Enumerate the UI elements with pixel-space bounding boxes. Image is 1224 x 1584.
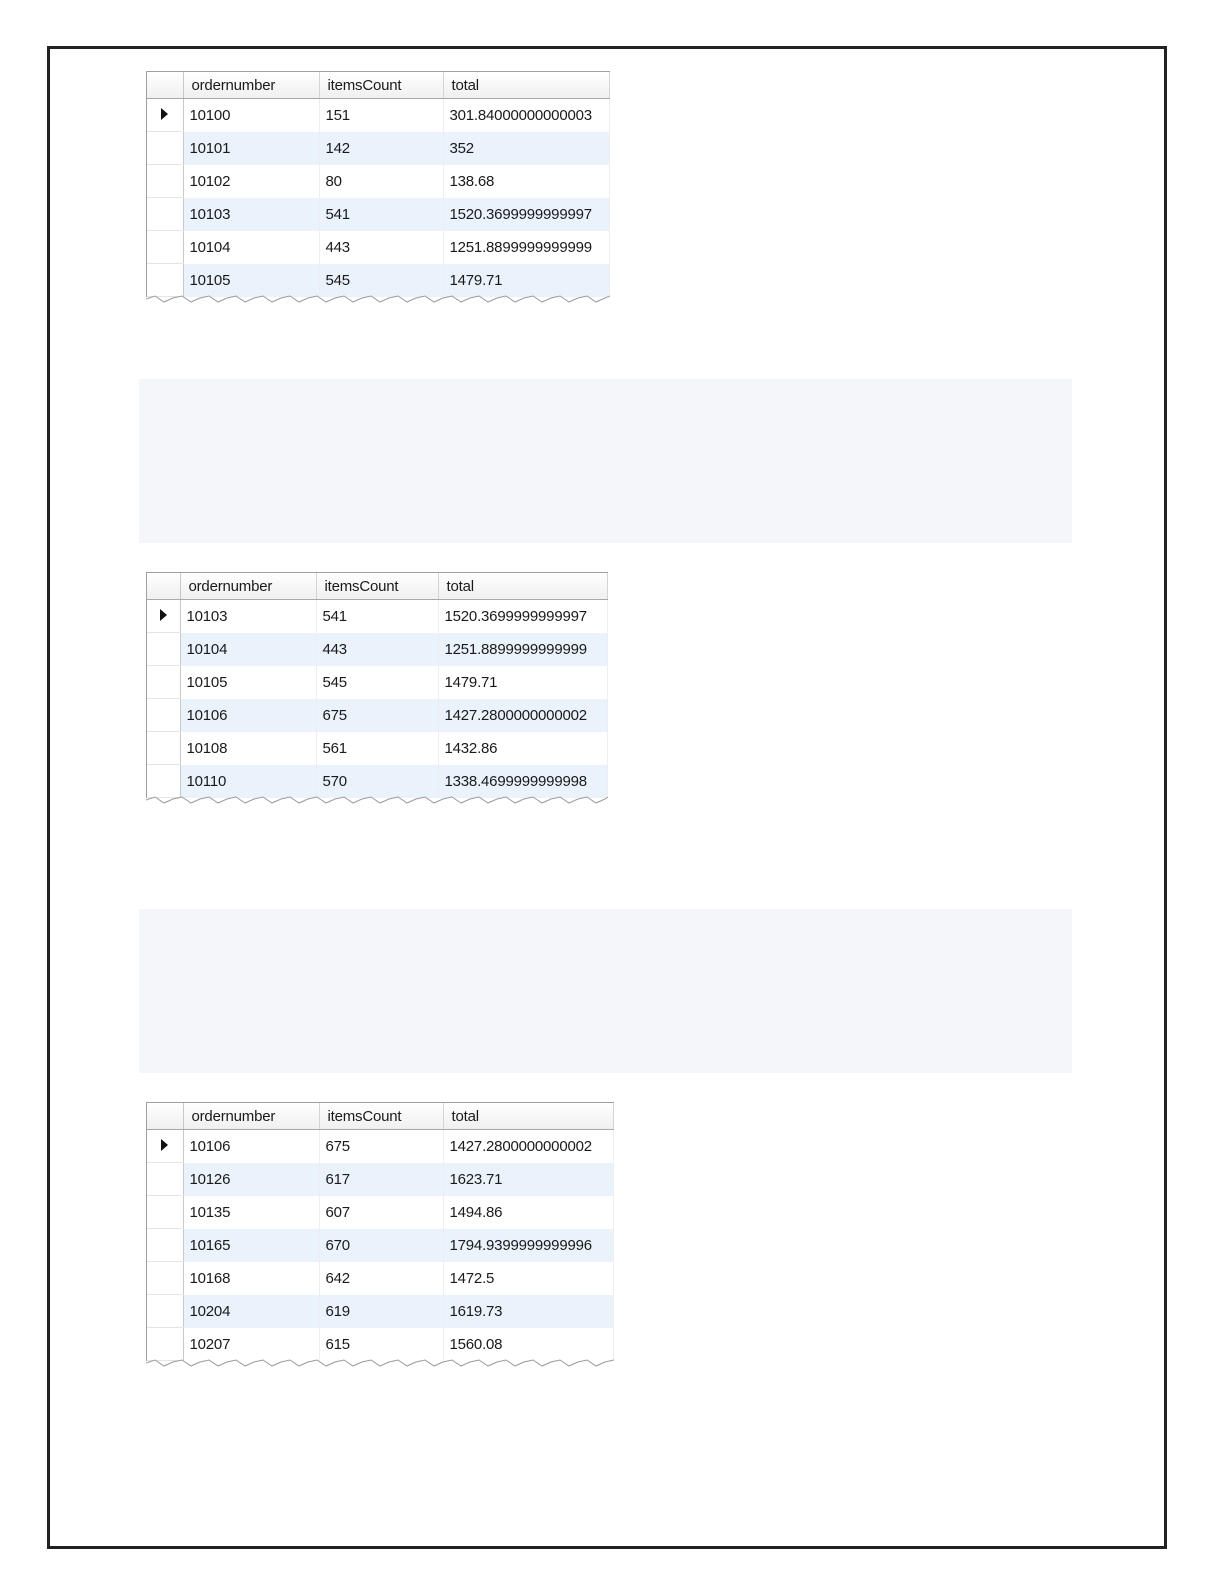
row-selector[interactable] [147,666,180,699]
row-selector[interactable] [147,165,183,198]
cell-itemscount[interactable]: 443 [316,633,438,666]
header-row [147,573,607,600]
table-row[interactable] [147,732,607,765]
table-row[interactable] [147,99,609,132]
torn-edge [146,1359,614,1373]
cell-total[interactable]: 1794.9399999999996 [443,1229,613,1262]
table-row[interactable] [147,1130,613,1163]
cell-ordernumber[interactable]: 10168 [183,1262,319,1295]
cell-ordernumber[interactable]: 10102 [183,165,319,198]
result-grid-2 [146,572,608,798]
cell-ordernumber[interactable]: 10110 [180,765,316,798]
cell-itemscount[interactable]: 570 [316,765,438,798]
column-header-total[interactable]: total [443,72,609,99]
cell-itemscount[interactable]: 541 [316,600,438,633]
table-row[interactable] [147,1295,613,1328]
cell-ordernumber[interactable]: 10108 [180,732,316,765]
cell-ordernumber[interactable]: 10165 [183,1229,319,1262]
row-selector[interactable] [147,198,183,231]
cell-total[interactable]: 1338.4699999999998 [438,765,607,798]
row-selector[interactable] [147,699,180,732]
code-block-placeholder-1 [139,379,1072,543]
cell-total[interactable]: 352 [443,132,609,165]
table-row[interactable] [147,198,609,231]
row-selector[interactable] [147,132,183,165]
table-row[interactable] [147,699,607,732]
table-row[interactable] [147,633,607,666]
table-row[interactable] [147,600,607,633]
cell-ordernumber[interactable]: 10106 [180,699,316,732]
cell-itemscount[interactable]: 80 [319,165,443,198]
cell-itemscount[interactable]: 670 [319,1229,443,1262]
column-header-total[interactable]: total [443,1103,613,1130]
code-block-placeholder-2 [139,909,1072,1073]
cell-ordernumber[interactable]: 10105 [183,264,319,297]
cell-total[interactable]: 138.68 [443,165,609,198]
row-selector[interactable] [147,99,183,132]
column-header-ordernumber[interactable]: ordernumber [183,1103,319,1130]
cell-itemscount[interactable]: 142 [319,132,443,165]
cell-itemscount[interactable]: 443 [319,231,443,264]
cell-total[interactable]: 1472.5 [443,1262,613,1295]
cell-total[interactable]: 1494.86 [443,1196,613,1229]
current-row-arrow-icon [161,1139,168,1151]
result-grid-3 [146,1102,614,1361]
row-selector[interactable] [147,1130,183,1163]
row-header-corner[interactable] [147,72,183,99]
header-row [147,1103,613,1130]
row-selector[interactable] [147,732,180,765]
cell-total[interactable]: 1520.3699999999997 [443,198,609,231]
row-selector[interactable] [147,1328,183,1361]
table-row[interactable] [147,231,609,264]
table-row[interactable] [147,132,609,165]
cell-total[interactable]: 301.84000000000003 [443,99,609,132]
cell-total[interactable]: 1251.8899999999999 [438,633,607,666]
cell-total[interactable]: 1479.71 [443,264,609,297]
cell-itemscount[interactable]: 151 [319,99,443,132]
table-row[interactable] [147,1328,613,1361]
column-header-ordernumber[interactable]: ordernumber [180,573,316,600]
row-selector[interactable] [147,633,180,666]
row-header-corner[interactable] [147,573,180,600]
column-header-total[interactable]: total [438,573,607,600]
cell-total[interactable]: 1432.86 [438,732,607,765]
row-selector[interactable] [147,600,180,633]
cell-ordernumber[interactable]: 10101 [183,132,319,165]
cell-total[interactable]: 1251.8899999999999 [443,231,609,264]
table-row[interactable] [147,165,609,198]
column-header-itemscount[interactable]: itemsCount [316,573,438,600]
table-row[interactable] [147,264,609,297]
row-header-corner[interactable] [147,1103,183,1130]
cell-ordernumber[interactable]: 10103 [183,198,319,231]
cell-itemscount[interactable]: 607 [319,1196,443,1229]
cell-total[interactable]: 1427.2800000000002 [443,1130,613,1163]
table-row[interactable] [147,1196,613,1229]
cell-ordernumber[interactable]: 10100 [183,99,319,132]
row-selector[interactable] [147,1163,183,1196]
table-row[interactable] [147,666,607,699]
cell-ordernumber[interactable]: 10104 [183,231,319,264]
cell-ordernumber[interactable]: 10126 [183,1163,319,1196]
row-selector[interactable] [147,1262,183,1295]
cell-itemscount[interactable]: 617 [319,1163,443,1196]
torn-edge [146,796,608,810]
table-row[interactable] [147,1163,613,1196]
row-selector[interactable] [147,1295,183,1328]
row-selector[interactable] [147,264,183,297]
row-selector[interactable] [147,1229,183,1262]
table-row[interactable] [147,1262,613,1295]
column-header-ordernumber[interactable]: ordernumber [183,72,319,99]
cell-total[interactable]: 1560.08 [443,1328,613,1361]
cell-ordernumber[interactable]: 10204 [183,1295,319,1328]
row-selector[interactable] [147,765,180,798]
row-selector[interactable] [147,1196,183,1229]
cell-ordernumber[interactable]: 10106 [183,1130,319,1163]
column-header-itemscount[interactable]: itemsCount [319,1103,443,1130]
result-grid-1 [146,71,610,297]
cell-itemscount[interactable]: 675 [316,699,438,732]
cell-ordernumber[interactable]: 10105 [180,666,316,699]
cell-ordernumber[interactable]: 10104 [180,633,316,666]
header-row [147,72,609,99]
cell-total[interactable]: 1619.73 [443,1295,613,1328]
cell-itemscount[interactable]: 675 [319,1130,443,1163]
current-row-arrow-icon [161,108,168,120]
cell-itemscount[interactable]: 545 [316,666,438,699]
cell-itemscount[interactable]: 545 [319,264,443,297]
cell-total[interactable]: 1479.71 [438,666,607,699]
table-row[interactable] [147,1229,613,1262]
row-selector[interactable] [147,231,183,264]
column-header-itemscount[interactable]: itemsCount [319,72,443,99]
cell-ordernumber[interactable]: 10103 [180,600,316,633]
cell-itemscount[interactable]: 619 [319,1295,443,1328]
cell-total[interactable]: 1427.2800000000002 [438,699,607,732]
cell-itemscount[interactable]: 541 [319,198,443,231]
cell-itemscount[interactable]: 615 [319,1328,443,1361]
cell-itemscount[interactable]: 561 [316,732,438,765]
cell-total[interactable]: 1623.71 [443,1163,613,1196]
current-row-arrow-icon [160,609,167,621]
cell-ordernumber[interactable]: 10207 [183,1328,319,1361]
torn-edge [146,295,610,309]
cell-total[interactable]: 1520.3699999999997 [438,600,607,633]
cell-ordernumber[interactable]: 10135 [183,1196,319,1229]
cell-itemscount[interactable]: 642 [319,1262,443,1295]
table-row[interactable] [147,765,607,798]
